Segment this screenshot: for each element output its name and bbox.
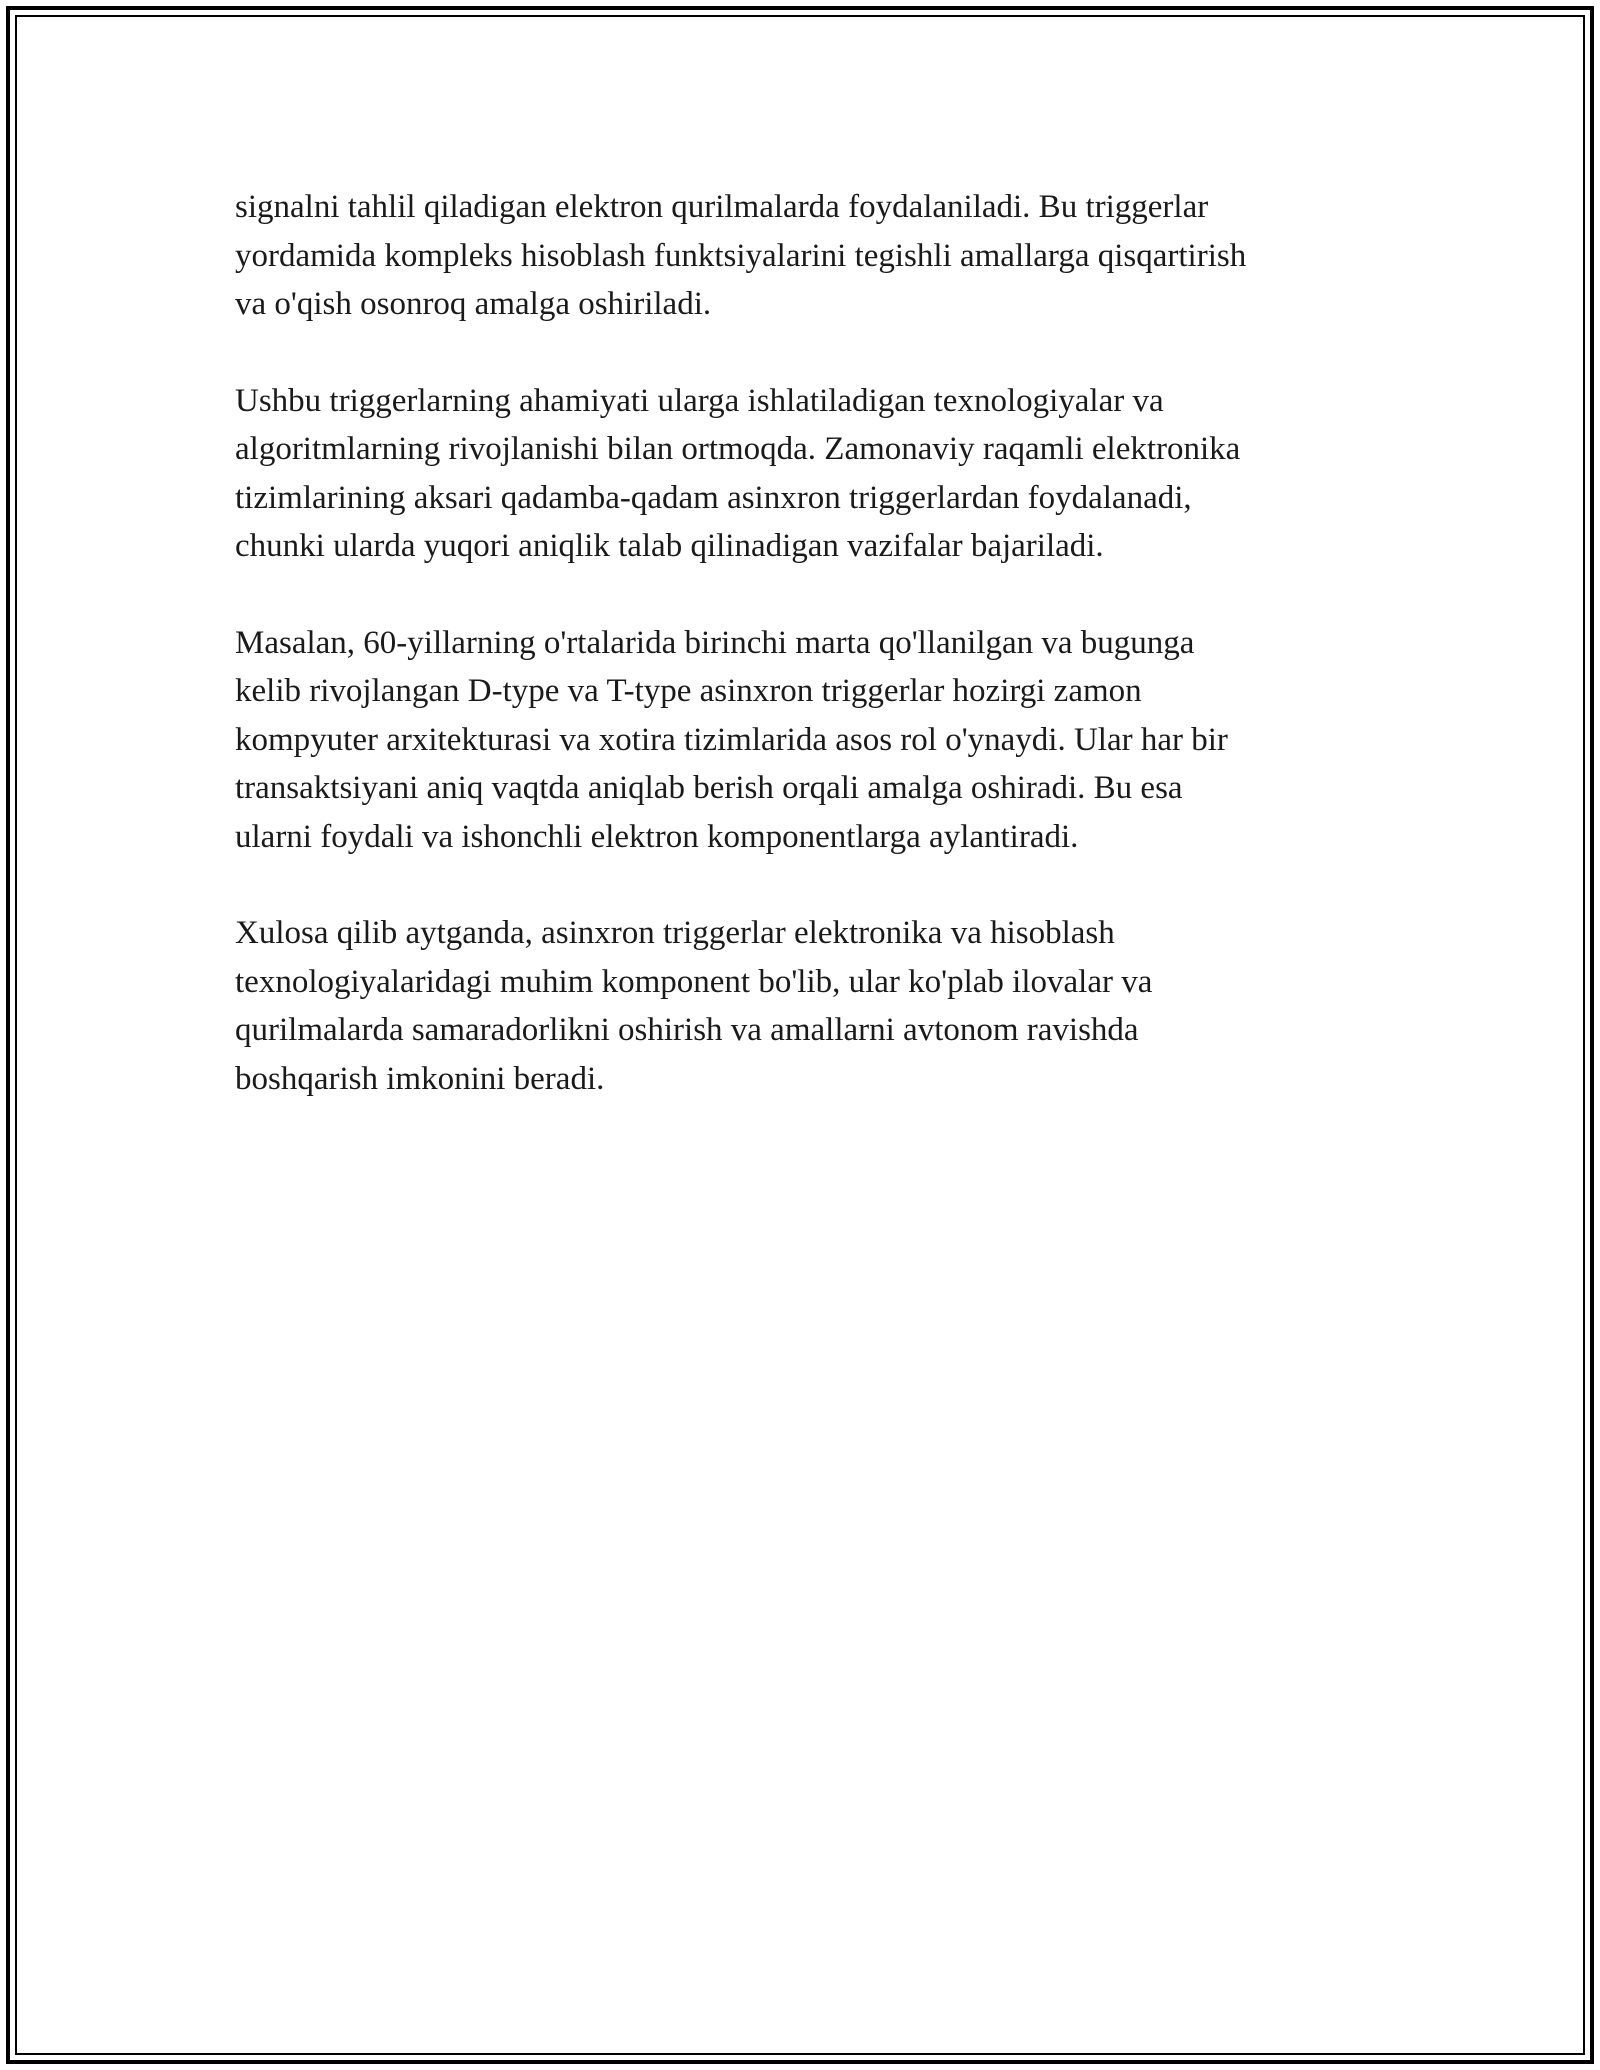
text-line: texnologiyalaridagi muhim komponent bo'lib, ular ko'plab ilovalar va — [235, 963, 1153, 1000]
text-line: tizimlarining aksari qadamba-qadam asinxron triggerlardan foydalanadi, — [235, 479, 1192, 516]
document-body — [235, 183, 1385, 1151]
text-line: algoritmlarning rivojlanishi bilan ortmoqda. Zamonaviy raqamli elektronika — [235, 431, 1241, 467]
paragraph-2 — [235, 377, 1385, 571]
text-line: chunki ularda yuqori aniqlik talab qilinadigan vazifalar bajariladi. — [235, 528, 1104, 564]
paragraph-3 — [235, 619, 1385, 862]
text-line: yordamida kompleks hisoblash funktsiyalarini tegishli amallarga qisqartirish — [235, 237, 1247, 274]
text-line: qurilmalarda samaradorlikni oshirish va amallarni avtonom ravishda — [235, 1012, 1139, 1048]
text-line: Ushbu triggerlarning ahamiyati ularga ishlatiladigan texnologiyalar va — [235, 382, 1164, 419]
text-line: ularni foydali va ishonchli elektron komponentlarga aylantiradi. — [235, 818, 1079, 855]
text-line: kompyuter arxitekturasi va xotira tizimlarida asos rol o'ynaydi. Ular har bir — [235, 721, 1228, 758]
paragraph-1 — [235, 183, 1385, 329]
text-line: Masalan, 60-yillarning o'rtalarida birinchi marta qo'llanilgan va bugunga — [235, 624, 1195, 661]
text-line: transaktsiyani aniq vaqtda aniqlab berish orqali amalga oshiradi. Bu esa — [235, 770, 1183, 806]
paragraph-4 — [235, 909, 1385, 1103]
text-line: boshqarish imkonini beradi. — [235, 1060, 605, 1097]
text-line: Xulosa qilib aytganda, asinxron triggerlar elektronika va hisoblash — [235, 915, 1115, 951]
text-line: kelib rivojlangan D-type va T-type asinxron triggerlar hozirgi zamon — [235, 673, 1142, 709]
text-line: signalni tahlil qiladigan elektron qurilmalarda foydalaniladi. Bu triggerlar — [235, 189, 1209, 225]
text-line: va o'qish osonroq amalga oshiriladi. — [235, 286, 712, 322]
